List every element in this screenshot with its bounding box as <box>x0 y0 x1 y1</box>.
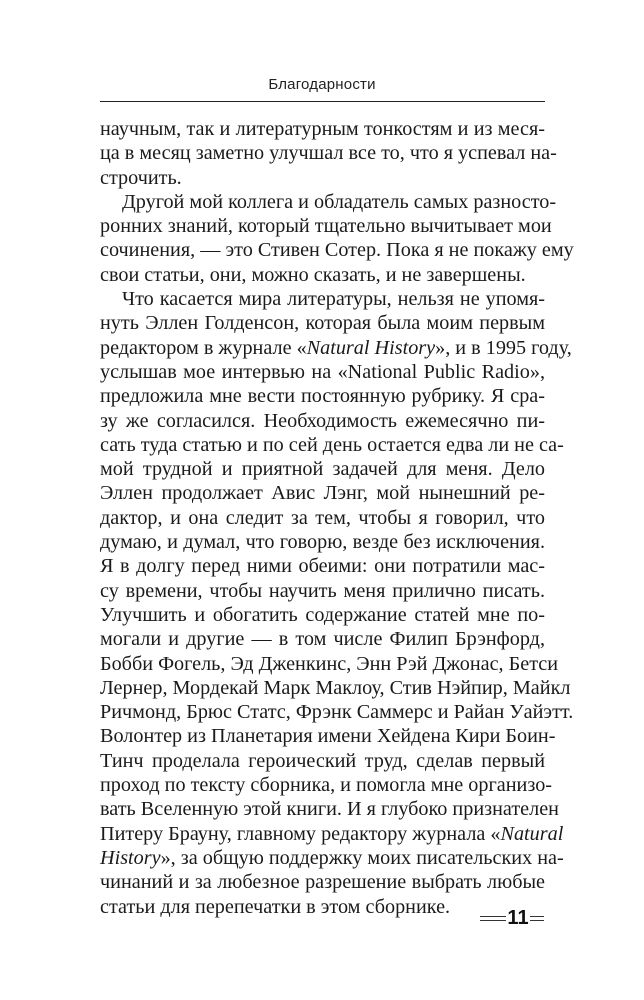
line-text: Улучшить и обогатить содержание статей мне по- <box>100 603 545 626</box>
line-text: мой трудной и приятной задачей для меня. Дело <box>100 458 545 481</box>
running-head: Благодарности <box>268 76 376 93</box>
text-line <box>100 433 564 457</box>
text-line <box>100 263 545 287</box>
line-text: вать Вселенную этой книги. И я глубоко признателен <box>100 798 559 821</box>
text-line <box>100 506 545 530</box>
line-text: Лернер, Мордекай Марк Маклоу, Стив Нэйпир, Майкл <box>100 676 571 699</box>
text-line <box>100 190 557 214</box>
italic-title: History <box>100 846 161 869</box>
line-text: ца в месяц заметно улучшал все то, что я успевал на- <box>100 142 557 165</box>
line-text: ронних знаний, который тщательно вычитывает мои <box>100 215 552 238</box>
text-line <box>100 895 545 919</box>
text-line <box>100 530 545 554</box>
text-line <box>100 238 574 262</box>
text-line <box>100 773 553 797</box>
text-line <box>100 360 545 384</box>
text-line <box>100 652 559 676</box>
line-text: зу же согласился. Необходимость ежемесячно пи- <box>100 409 545 432</box>
text-line <box>100 870 545 894</box>
text-line <box>100 676 571 700</box>
line-text: Питеру Брауну, главному редактору журнала « <box>100 822 501 845</box>
line-text: редактором в журнале « <box>100 336 307 359</box>
line-text: Другой мой коллега и обладатель самых разносто- <box>122 190 557 213</box>
line-text: думаю, и думал, что говорю, везде без исключения. <box>100 531 545 554</box>
text-line <box>100 724 556 748</box>
line-text: », и в 1995 году, <box>435 336 572 359</box>
line-text: Волонтер из Планетария имени Хейдена Кири Боин- <box>100 725 556 748</box>
text-line <box>100 409 545 433</box>
header-rule <box>100 101 545 102</box>
text-line <box>100 457 545 481</box>
line-text: могали и другие — в том числе Филип Брэнфорд, <box>100 628 545 651</box>
line-text: дактор, и она следит за тем, чтобы я говорил, что <box>100 506 545 529</box>
text-line <box>100 481 545 505</box>
line-text: », за общую поддержку моих писательских на- <box>160 846 564 869</box>
text-line <box>100 846 564 870</box>
text-line <box>100 214 552 238</box>
text-line <box>100 384 545 408</box>
line-text: нуть Эллен Голденсон, которая была моим первым <box>100 312 545 335</box>
text-line <box>100 700 574 724</box>
text-line <box>100 117 545 141</box>
italic-title: Natural <box>500 822 564 845</box>
line-text: Ричмонд, Брюс Статс, Фрэнк Саммерс и Райан Уайэтт. <box>100 701 574 724</box>
line-text: проход по тексту сборника, и помогла мне организо- <box>100 774 553 797</box>
text-line <box>100 166 545 190</box>
line-text: сать туда статью и по сей день остается едва ли не са- <box>100 433 564 456</box>
text-line <box>100 554 545 578</box>
line-text: су времени, чтобы научить меня прилично писать. <box>100 579 545 602</box>
italic-title: Natural History <box>306 336 436 359</box>
page-number-block <box>480 905 544 931</box>
line-text: предложила мне вести постоянную рубрику. Я сра- <box>100 385 545 408</box>
text-line <box>100 141 557 165</box>
line-text: чинаний и за любезное разрешение выбрать любые <box>100 871 545 894</box>
line-text: строчить. <box>100 166 182 189</box>
line-text: Бобби Фогель, Эд Дженкинс, Энн Рэй Джонас, Бетси <box>100 652 559 675</box>
line-text: сочинения, — это Стивен Сотер. Пока я не покажу ему <box>100 239 574 262</box>
text-line <box>100 336 572 360</box>
text-line <box>100 603 545 627</box>
line-text: научным, так и литературным тонкостям и из меся- <box>100 118 545 140</box>
text-line <box>100 627 545 651</box>
text-line <box>100 749 545 773</box>
page-number: 11 <box>507 907 529 929</box>
line-text: Я в долгу перед ними обеими: они потратили мас- <box>100 555 545 578</box>
body-text <box>100 117 574 919</box>
line-text: услышав мое интервью на «National Public Radio», <box>100 360 545 383</box>
text-line <box>100 579 545 603</box>
line-text: статьи для перепечатки в этом сборнике. <box>100 895 451 918</box>
text-line <box>100 287 545 311</box>
text-line <box>100 822 564 846</box>
text-line <box>100 797 559 821</box>
line-text: свои статьи, они, можно сказать, и не завершены. <box>100 263 526 286</box>
line-text: Что касается мира литературы, нельзя не упомя- <box>122 288 545 311</box>
line-text: Эллен продолжает Авис Лэнг, мой нынешний ре- <box>100 482 545 505</box>
line-text: Тинч проделала героический труд, сделав первый <box>100 749 545 772</box>
text-line <box>100 311 545 335</box>
